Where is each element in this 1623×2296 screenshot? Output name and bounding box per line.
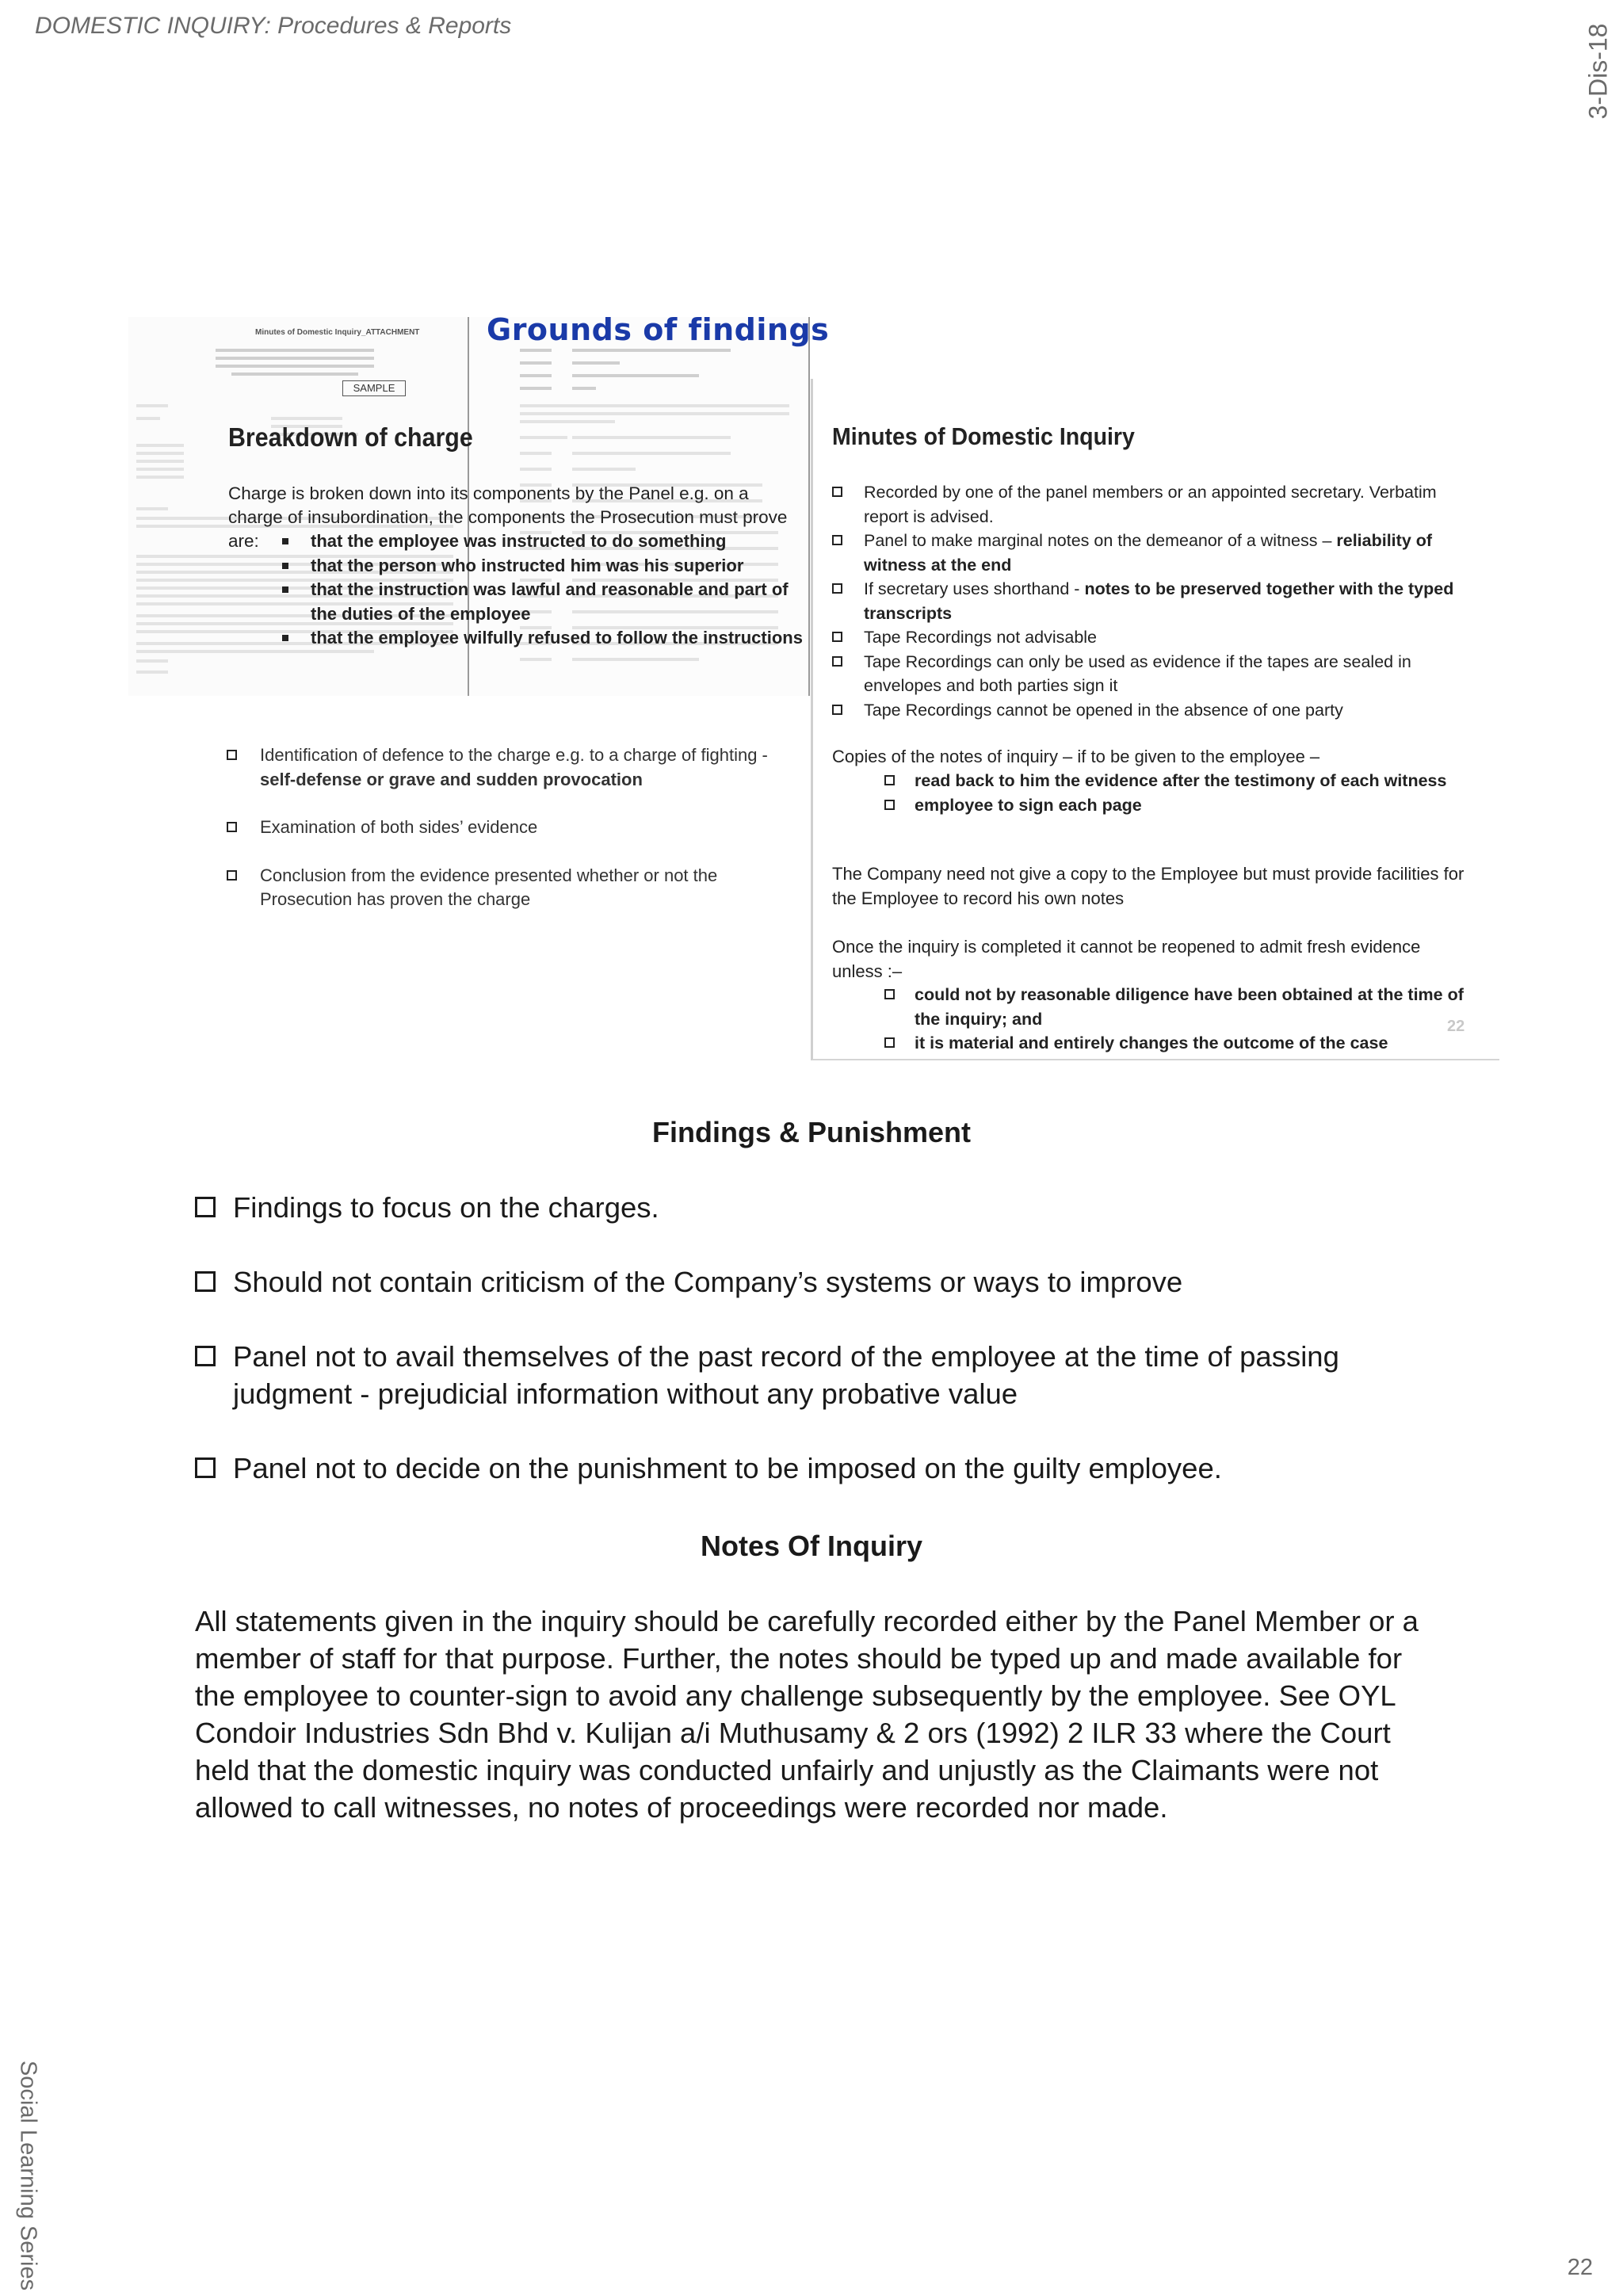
- sample-stamp: SAMPLE: [342, 380, 406, 396]
- minutes-slide: [811, 379, 1499, 1060]
- list-item: that the employee wilfully refused to follow the instructions: [282, 626, 805, 651]
- list-item: [195, 1450, 1431, 1487]
- findings-list: [195, 1189, 1431, 1524]
- list-item: [195, 1263, 1431, 1301]
- list-item: [832, 529, 1482, 577]
- checkbox-bullet-icon: [195, 1197, 216, 1217]
- running-header-title: DOMESTIC INQUIRY: Procedures & Reports: [35, 13, 512, 39]
- copies-list: [884, 769, 1487, 817]
- checkbox-bullet-icon: [884, 800, 895, 810]
- minutes-item-text: Recorded by one of the panel members or an appointed secretary. Verbatim report is advised.: [864, 483, 1437, 526]
- checkbox-bullet-icon: [227, 750, 237, 760]
- checkbox-bullet-icon: [832, 583, 842, 594]
- minutes-item-text: Tape Recordings cannot be opened in the absence of one party: [864, 700, 1343, 720]
- list-item: [195, 1189, 1431, 1226]
- defence-bold-text: self-defense or grave and sudden provocation: [260, 769, 643, 789]
- checkbox-bullet-icon: [195, 1346, 216, 1366]
- series-label-text: Social Learning Series: [15, 2060, 41, 2291]
- breakdown-title: Breakdown of charge: [228, 422, 473, 452]
- minutes-title: Minutes of Domestic Inquiry: [832, 422, 1135, 450]
- notes-paragraph: All statements given in the inquiry should be carefully recorded either by the Panel Member or a member of staff for that purpose. Further, the notes should be typed up and made available for the employee to counter-sign to avoid any challenge subsequently by the employee. See OYL Condoir Industries Sdn Bhd v. Kulijan a/i Muthusamy & 2 ors (1992) 2 ILR 33 where the Court held that the domestic inquiry was conducted unfairly and unjustly as the Claimants were not allowed to call witnesses, no notes of proceedings were recorded nor made.: [195, 1605, 1419, 1824]
- checkbox-bullet-icon: [832, 535, 842, 545]
- checkbox-bullet-icon: [195, 1457, 216, 1478]
- findings-heading: Findings & Punishment: [652, 1116, 971, 1148]
- page-number: 22: [1567, 2255, 1593, 2280]
- breakdown-intro: Charge is broken down into its components by the Panel e.g. on a charge of insubordination, the components the Prosecution must prove are:: [228, 483, 788, 551]
- list-item: [832, 625, 1482, 650]
- findings-item-text: Panel not to avail themselves of the past record of the employee at the time of passing judgment - prejudicial information without any probative value: [233, 1340, 1339, 1410]
- document-code-text: 3-Dis-18: [1583, 23, 1613, 120]
- copies-item-text: employee to sign each page: [915, 795, 1142, 815]
- list-item: [884, 1031, 1487, 1056]
- checkbox-bullet-icon: [227, 822, 237, 832]
- minutes-list: [832, 480, 1482, 722]
- copies-text: Copies of the notes of inquiry – if to be given to the employee –: [832, 747, 1320, 766]
- breakdown-steps-list: [227, 743, 797, 936]
- series-label: [8, 2061, 48, 2290]
- minutes-item-text: Panel to make marginal notes on the demeanor of a witness –: [864, 531, 1337, 550]
- checkbox-bullet-icon: [884, 1037, 895, 1048]
- checkbox-bullet-icon: [227, 870, 237, 881]
- copies-item-text: read back to him the evidence after the testimony of each witness: [915, 771, 1447, 790]
- list-item: that the person who instructed him was his superior: [282, 554, 805, 579]
- list-item: [227, 816, 797, 840]
- list-item: [832, 577, 1482, 625]
- checkbox-bullet-icon: [884, 775, 895, 785]
- reopen-item-text: could not by reasonable diligence have been obtained at the time of the inquiry; and: [915, 985, 1464, 1029]
- company-copy-text: The Company need not give a copy to the Employee but must provide facilities for the Employee to record his own notes: [832, 864, 1465, 908]
- minutes-item-bold: notes to be preserved together with the typed transcripts: [864, 579, 1454, 623]
- list-item: [884, 983, 1487, 1031]
- list-item: [832, 698, 1482, 723]
- notes-heading: Notes Of Inquiry: [700, 1530, 923, 1562]
- list-item: [884, 793, 1487, 818]
- findings-item-text: Panel not to decide on the punishment to be imposed on the guilty employee.: [233, 1452, 1222, 1484]
- grounds-of-findings-title: Grounds of findings: [487, 312, 830, 347]
- checkbox-bullet-icon: [884, 989, 895, 999]
- document-code: [1579, 16, 1618, 127]
- charge-components-list: [282, 529, 805, 651]
- list-item: that the instruction was lawful and reasonable and part of the duties of the employee: [282, 578, 805, 626]
- evidence-text: Examination of both sides’ evidence: [260, 817, 538, 837]
- conclusion-text: Conclusion from the evidence presented whether or not the Prosecution has proven the charge: [260, 865, 718, 909]
- reopen-text: Once the inquiry is completed it cannot be reopened to admit fresh evidence unless :–: [832, 937, 1421, 981]
- minutes-item-text: Tape Recordings can only be used as evidence if the tapes are sealed in envelopes and both parties sign it: [864, 651, 1411, 695]
- checkbox-bullet-icon: [832, 705, 842, 715]
- attachment-slide-title: Minutes of Domestic Inquiry_ATTACHMENT: [255, 328, 420, 337]
- minutes-item-text: Tape Recordings not advisable: [864, 628, 1098, 647]
- checkbox-bullet-icon: [832, 632, 842, 642]
- list-item: [227, 864, 797, 912]
- list-item: [195, 1338, 1431, 1412]
- reopen-conditions-list: [884, 983, 1487, 1056]
- list-item: [884, 769, 1487, 793]
- findings-item-text: Findings to focus on the charges.: [233, 1191, 659, 1224]
- checkbox-bullet-icon: [832, 487, 842, 497]
- findings-item-text: Should not contain criticism of the Company’s systems or ways to improve: [233, 1266, 1183, 1298]
- reopen-item-text: it is material and entirely changes the outcome of the case: [915, 1033, 1388, 1052]
- defence-text: Identification of defence to the charge e.g. to a charge of fighting -: [260, 745, 768, 765]
- minutes-item-bold: reliability of witness at the end: [864, 531, 1433, 575]
- list-item: that the employee was instructed to do something: [282, 529, 805, 554]
- minutes-item-text: If secretary uses shorthand -: [864, 579, 1085, 598]
- list-item: [832, 650, 1482, 698]
- checkbox-bullet-icon: [195, 1271, 216, 1292]
- slide-number: 22: [1447, 1018, 1465, 1035]
- list-item: [832, 480, 1482, 529]
- checkbox-bullet-icon: [832, 656, 842, 667]
- list-item: [227, 743, 797, 792]
